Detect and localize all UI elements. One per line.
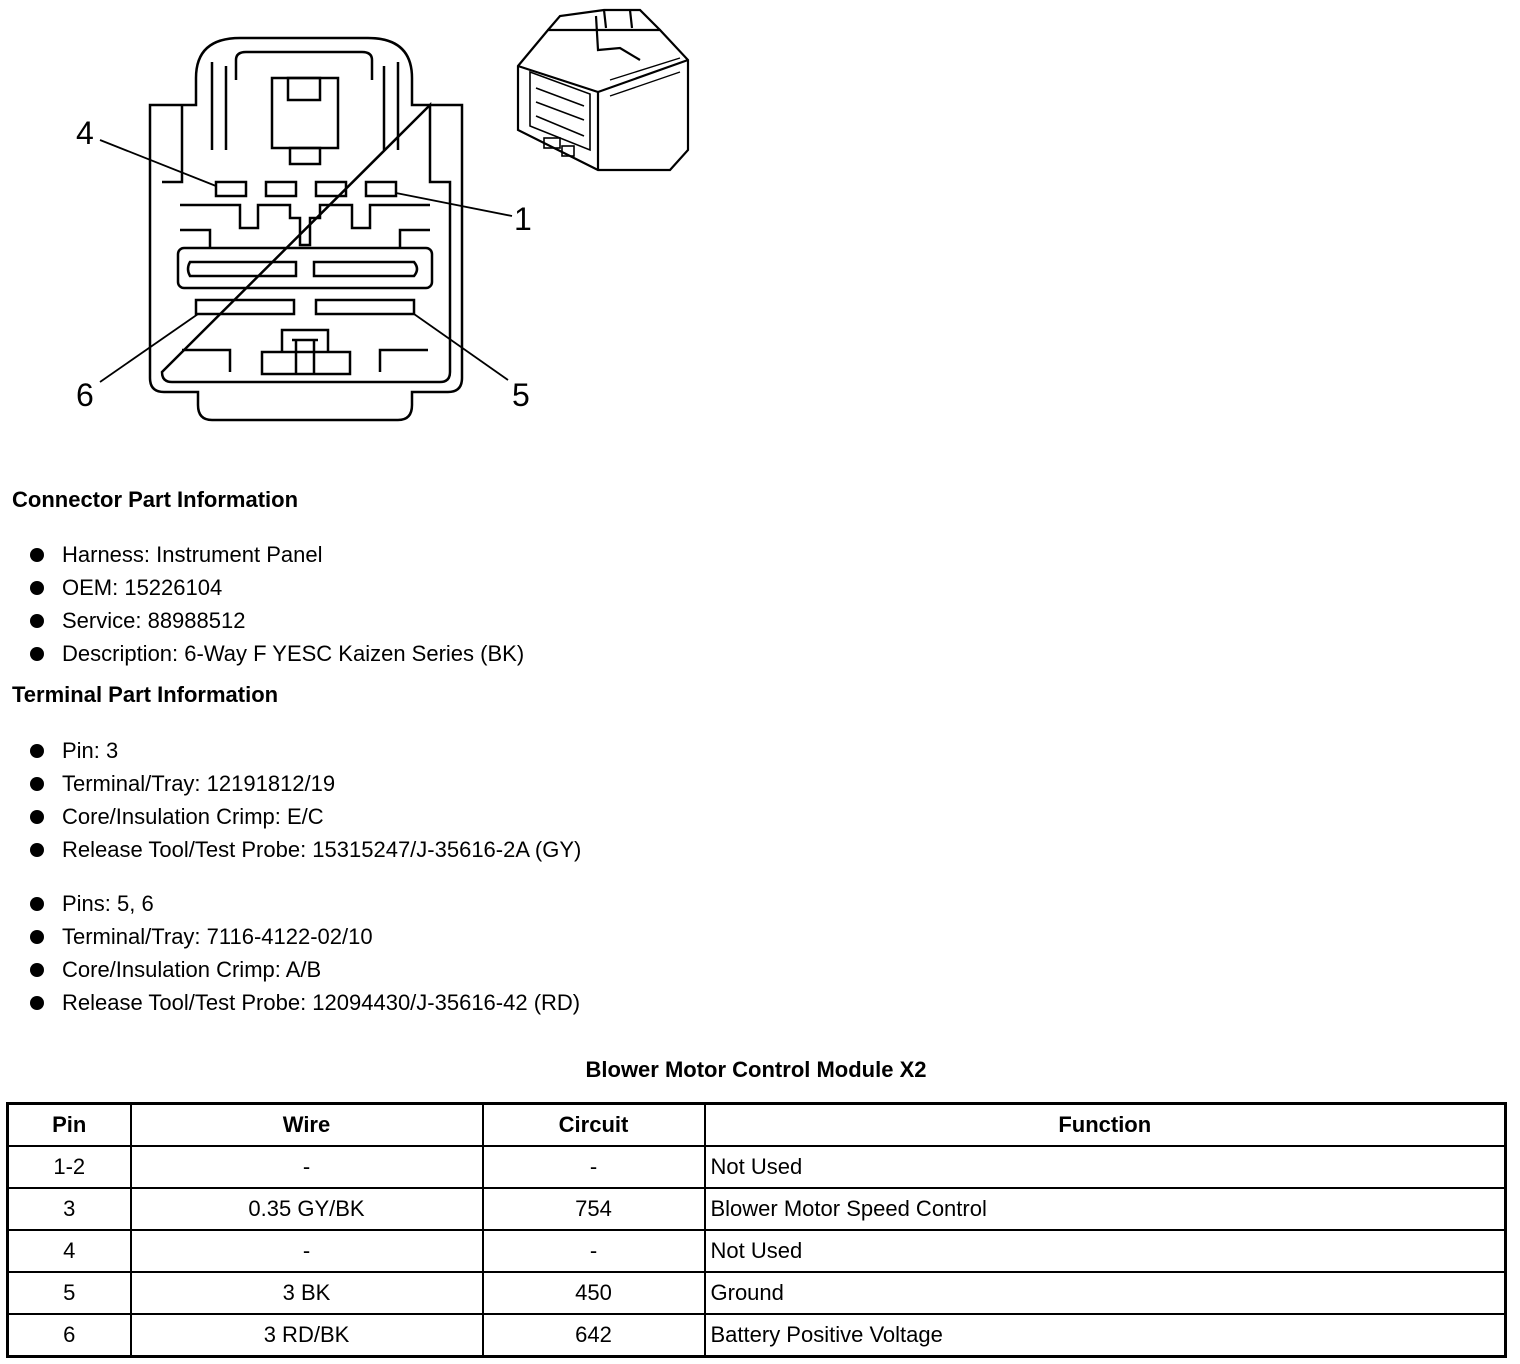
list-item: OEM: 15226104: [28, 571, 524, 604]
terminal-info-list-1: [28, 734, 581, 866]
cell-wire: 3 BK: [131, 1272, 483, 1314]
connector-info-title: Connector Part Information: [12, 487, 299, 512]
cell-pin: 6: [8, 1314, 131, 1357]
table-row: [8, 1230, 1506, 1272]
table-row: [8, 1146, 1506, 1188]
connector-face-view: [150, 38, 462, 420]
table-row: [8, 1188, 1506, 1230]
cell-wire: 0.35 GY/BK: [131, 1188, 483, 1230]
pin-label-5: 5: [512, 377, 530, 413]
pin-table: [6, 1102, 1507, 1358]
list-item: Pins: 5, 6: [28, 887, 580, 920]
cell-pin: 1-2: [8, 1146, 131, 1188]
list-item: Release Tool/Test Probe: 15315247/J-35616-2A (GY): [28, 833, 581, 866]
cell-wire: -: [131, 1230, 483, 1272]
terminal-info-list-2: [28, 887, 580, 1019]
column-header-wire: Wire: [131, 1104, 483, 1147]
column-header-function: Function: [705, 1104, 1506, 1147]
table-row: [8, 1314, 1506, 1357]
cell-function: Not Used: [705, 1230, 1506, 1272]
pin-label-4: 4: [76, 115, 94, 151]
table-row: [8, 1272, 1506, 1314]
list-item: Core/Insulation Crimp: E/C: [28, 800, 581, 833]
list-item: Terminal/Tray: 12191812/19: [28, 767, 581, 800]
column-header-circuit: Circuit: [483, 1104, 705, 1147]
list-item: Description: 6-Way F YESC Kaizen Series (BK): [28, 637, 524, 670]
cell-circuit: -: [483, 1146, 705, 1188]
cell-pin: 5: [8, 1272, 131, 1314]
cell-circuit: 754: [483, 1188, 705, 1230]
pin-label-6: 6: [76, 377, 94, 413]
list-item: Release Tool/Test Probe: 12094430/J-35616-42 (RD): [28, 986, 580, 1019]
list-item: Core/Insulation Crimp: A/B: [28, 953, 580, 986]
cell-function: Not Used: [705, 1146, 1506, 1188]
table-header-row: [8, 1104, 1506, 1147]
cell-function: Battery Positive Voltage: [705, 1314, 1506, 1357]
list-item: Harness: Instrument Panel: [28, 538, 524, 571]
connector-info-list: [28, 538, 524, 670]
cell-wire: -: [131, 1146, 483, 1188]
terminal-info-title: Terminal Part Information: [12, 682, 279, 707]
list-item: Terminal/Tray: 7116-4122-02/10: [28, 920, 580, 953]
list-item: Service: 88988512: [28, 604, 524, 637]
column-header-pin: Pin: [8, 1104, 131, 1147]
cell-circuit: 642: [483, 1314, 705, 1357]
cell-wire: 3 RD/BK: [131, 1314, 483, 1357]
cell-pin: 4: [8, 1230, 131, 1272]
cell-function: Ground: [705, 1272, 1506, 1314]
cell-circuit: 450: [483, 1272, 705, 1314]
pin-table-title: Blower Motor Control Module X2: [585, 1057, 927, 1082]
pin-label-1: 1: [514, 201, 532, 237]
cell-function: Blower Motor Speed Control: [705, 1188, 1506, 1230]
list-item: Pin: 3: [28, 734, 581, 767]
cell-pin: 3: [8, 1188, 131, 1230]
connector-diagram: [0, 0, 720, 440]
cell-circuit: -: [483, 1230, 705, 1272]
connector-3d-view: [518, 10, 688, 170]
